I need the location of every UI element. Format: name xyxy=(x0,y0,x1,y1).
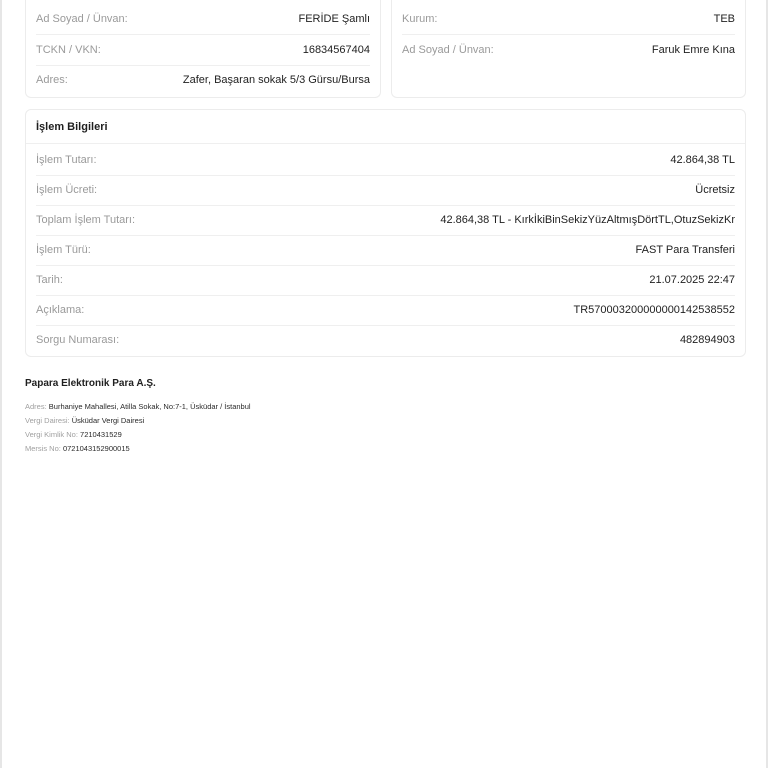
fee-label: İşlem Ücreti: xyxy=(36,184,98,196)
company-tax-office-label: Vergi Dairesi: xyxy=(25,416,70,425)
sender-tckn-value: 16834567404 xyxy=(302,44,370,56)
receiver-card xyxy=(391,0,746,98)
company-tax-office-line xyxy=(25,414,251,428)
description-label: Açıklama: xyxy=(36,304,85,316)
fee-row xyxy=(36,175,735,206)
sender-name-value: FERİDE Şamlı xyxy=(298,13,370,25)
total-amount-label: Toplam İşlem Tutarı: xyxy=(36,214,136,226)
company-mersis-value: 0721043152900015 xyxy=(62,444,130,453)
company-name: Papara Elektronik Para A.Ş. xyxy=(25,378,156,389)
transaction-type-value: FAST Para Transferi xyxy=(635,244,735,256)
sender-address-value: Zafer, Başaran sokak 5/3 Gürsu/Bursa xyxy=(182,74,370,86)
receiver-institution-row xyxy=(402,4,735,35)
sender-address-row xyxy=(36,65,370,95)
sender-tckn-row xyxy=(36,35,370,66)
company-tax-office-value: Üsküdar Vergi Dairesi xyxy=(71,416,145,425)
query-number-value: 482894903 xyxy=(679,334,735,346)
description-row xyxy=(36,295,735,326)
total-amount-value: 42.864,38 TL - KırkİkiBinSekizYüzAltmışDörtTL,OtuzSekizKr xyxy=(440,214,735,226)
description-value: TR570003200000000142538552 xyxy=(573,304,735,316)
sender-card xyxy=(25,0,381,98)
total-amount-row xyxy=(36,205,735,236)
company-tax-id-label: Vergi Kimlik No: xyxy=(25,430,78,439)
sender-address-label: Adres: xyxy=(36,74,68,86)
company-mersis-line xyxy=(25,442,251,456)
receiver-name-value: Faruk Emre Kına xyxy=(651,44,735,56)
company-address-label: Adres: xyxy=(25,402,47,411)
receiver-name-label: Ad Soyad / Ünvan: xyxy=(402,44,494,56)
sender-tckn-label: TCKN / VKN: xyxy=(36,44,101,56)
company-mersis-label: Mersis No: xyxy=(25,444,61,453)
transaction-type-row xyxy=(36,235,735,266)
query-number-row xyxy=(36,325,735,355)
receiver-name-row xyxy=(402,35,735,65)
company-address-value: Burhaniye Mahallesi, Atilla Sokak, No:7-1, Üsküdar / İstanbul xyxy=(48,402,251,411)
transaction-section-title: İşlem Bilgileri xyxy=(36,120,108,133)
query-number-label: Sorgu Numarası: xyxy=(36,334,120,346)
amount-value: 42.864,38 TL xyxy=(670,154,735,166)
date-label: Tarih: xyxy=(36,274,63,286)
company-info xyxy=(25,378,251,456)
receiver-institution-value: TEB xyxy=(713,13,735,25)
company-address-line xyxy=(25,400,251,414)
receiver-institution-label: Kurum: xyxy=(402,13,438,25)
amount-row xyxy=(36,145,735,176)
transaction-card xyxy=(25,109,746,357)
company-tax-id-value: 7210431529 xyxy=(80,430,122,439)
date-row xyxy=(36,265,735,296)
amount-label: İşlem Tutarı: xyxy=(36,154,97,166)
sender-name-label: Ad Soyad / Ünvan: xyxy=(36,13,128,25)
date-value: 21.07.2025 22:47 xyxy=(649,274,735,286)
title-divider xyxy=(26,143,745,144)
company-tax-id-line xyxy=(25,428,251,442)
transaction-type-label: İşlem Türü: xyxy=(36,244,91,256)
sender-name-row xyxy=(36,4,370,35)
fee-value: Ücretsiz xyxy=(695,184,735,196)
